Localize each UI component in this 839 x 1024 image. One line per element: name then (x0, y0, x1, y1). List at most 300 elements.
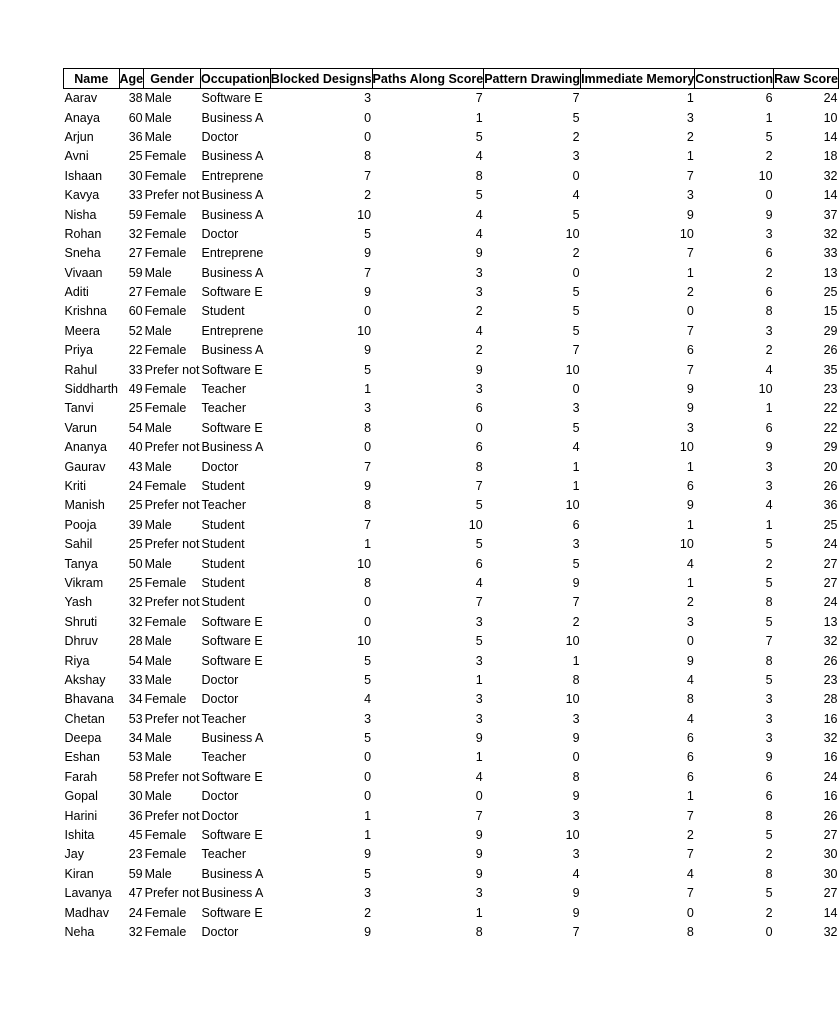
pattern-drawing-cell: 10 (565, 634, 580, 649)
pattern-drawing-cell: 3 (572, 401, 580, 416)
occupation-cell: Business A (201, 886, 264, 901)
name-cell: Gaurav (64, 459, 106, 474)
immediate-memory-cell: 3 (686, 614, 694, 629)
blocked-designs-cell: 8 (364, 575, 372, 590)
name-cell: Manish (64, 498, 105, 513)
blocked-designs-cell: 9 (364, 924, 372, 939)
pattern-drawing-cell: 7 (572, 91, 580, 106)
paths-along-score-cell: 1 (475, 672, 483, 687)
construction-cell: 5 (765, 575, 773, 590)
occupation-cell: Software E (201, 91, 263, 106)
blocked-designs-cell: 7 (364, 517, 372, 532)
gender-cell: Female (144, 304, 187, 319)
pattern-drawing-cell: 3 (572, 847, 580, 862)
age-cell: 54 (128, 653, 143, 668)
occupation-cell: Teacher (201, 401, 247, 416)
paths-along-score-cell: 3 (475, 265, 483, 280)
blocked-designs-cell: 7 (364, 459, 372, 474)
blocked-designs-cell: 8 (364, 420, 372, 435)
construction-cell: 0 (765, 188, 773, 203)
pattern-drawing-cell: 3 (572, 149, 580, 164)
construction-cell: 3 (765, 731, 773, 746)
raw-score-cell: 13 (823, 265, 838, 280)
blocked-designs-cell: 0 (364, 110, 372, 125)
raw-score-cell: 32 (823, 731, 838, 746)
raw-score-cell: 30 (823, 847, 838, 862)
pattern-drawing-cell: 8 (572, 672, 580, 687)
blocked-designs-cell: 10 (357, 556, 372, 571)
immediate-memory-cell: 7 (686, 886, 694, 901)
age-cell: 43 (128, 459, 143, 474)
occupation-cell: Student (201, 304, 245, 319)
age-cell: 49 (128, 382, 143, 397)
name-cell: Yash (64, 595, 93, 610)
blocked-designs-cell: 0 (364, 304, 372, 319)
construction-cell: 6 (765, 789, 773, 804)
immediate-memory-cell: 9 (686, 401, 694, 416)
pattern-drawing-cell: 7 (572, 595, 580, 610)
table-row (64, 264, 839, 283)
paths-along-score-cell: 6 (475, 440, 483, 455)
age-cell: 59 (128, 265, 143, 280)
paths-along-score-cell: 8 (475, 924, 483, 939)
immediate-memory-cell: 7 (686, 847, 694, 862)
construction-cell: 8 (765, 808, 773, 823)
table-row (64, 128, 839, 147)
construction-cell: 8 (765, 653, 773, 668)
immediate-memory-cell: 8 (686, 692, 694, 707)
pattern-drawing-cell: 4 (572, 440, 580, 455)
pattern-drawing-cell: 2 (572, 129, 580, 144)
age-cell: 59 (128, 866, 143, 881)
immediate-memory-cell: 3 (686, 420, 694, 435)
gender-cell: Male (144, 789, 172, 804)
occupation-cell: Business A (201, 343, 264, 358)
blocked-designs-cell: 10 (357, 634, 372, 649)
pattern-drawing-cell: 0 (572, 750, 580, 765)
gender-cell: Female (144, 905, 187, 920)
name-cell: Aarav (64, 91, 98, 106)
immediate-memory-cell: 6 (686, 479, 694, 493)
raw-score-cell: 32 (823, 168, 838, 183)
immediate-memory-cell: 6 (686, 769, 694, 784)
blocked-designs-cell: 9 (364, 847, 372, 862)
raw-score-cell: 23 (823, 382, 838, 397)
pattern-drawing-cell: 9 (572, 575, 580, 590)
blocked-designs-cell: 0 (364, 129, 372, 144)
construction-cell: 1 (765, 110, 773, 125)
name-cell: Aditi (64, 285, 89, 300)
pattern-drawing-cell: 9 (572, 789, 580, 804)
occupation-cell: Software E (201, 634, 263, 649)
age-cell: 30 (128, 789, 143, 804)
construction-cell: 6 (765, 420, 773, 435)
immediate-memory-cell: 2 (686, 129, 694, 144)
raw-score-cell: 27 (823, 575, 838, 590)
raw-score-cell: 22 (823, 401, 838, 416)
name-cell: Nisha (64, 207, 97, 222)
occupation-cell: Doctor (201, 808, 239, 823)
name-cell: Rahul (64, 362, 98, 377)
raw-score-cell: 24 (823, 769, 838, 784)
construction-cell: 5 (765, 828, 773, 843)
raw-score-cell: 26 (823, 653, 838, 668)
occupation-cell: Software E (201, 614, 263, 629)
pattern-drawing-cell: 5 (572, 323, 580, 338)
gender-cell: Female (144, 149, 187, 164)
gender-cell: Male (144, 420, 172, 435)
gender-cell: Male (144, 653, 172, 668)
table-row (64, 787, 839, 806)
gender-cell: Female (144, 692, 187, 707)
pattern-drawing-cell: 5 (572, 420, 580, 435)
construction-cell: 5 (765, 614, 773, 629)
table-row (64, 186, 839, 205)
paths-along-score-cell: 4 (475, 769, 483, 784)
age-cell: 40 (128, 440, 143, 455)
construction-cell: 2 (765, 265, 773, 280)
paths-along-score-cell: 9 (475, 246, 483, 261)
paths-along-score-cell: 1 (475, 750, 483, 765)
table-row (64, 244, 839, 263)
gender-cell: Male (144, 459, 172, 474)
construction-cell: 3 (765, 459, 773, 474)
gender-cell: Female (144, 924, 187, 939)
occupation-cell: Business A (201, 866, 264, 881)
gender-cell: Prefer not (144, 886, 200, 901)
name-cell: Deepa (64, 731, 102, 746)
blocked-designs-cell: 3 (364, 401, 372, 416)
pattern-drawing-cell: 5 (572, 207, 580, 222)
table-row (64, 205, 839, 224)
name-cell: Pooja (64, 517, 97, 532)
age-cell: 59 (128, 207, 143, 222)
table-row (64, 845, 839, 864)
name-cell: Eshan (64, 750, 100, 765)
table-row (64, 768, 839, 787)
blocked-designs-cell: 9 (364, 285, 372, 300)
blocked-designs-cell: 7 (364, 168, 372, 183)
pattern-drawing-cell: 7 (572, 924, 580, 939)
table-row (64, 225, 839, 244)
age-cell: 34 (128, 731, 143, 746)
immediate-memory-cell: 6 (686, 750, 694, 765)
occupation-cell: Doctor (201, 692, 239, 707)
age-cell: 36 (128, 808, 143, 823)
raw-score-cell: 24 (823, 91, 838, 106)
pattern-drawing-cell: 7 (572, 343, 580, 358)
paths-along-score-cell: 2 (475, 343, 483, 358)
name-cell: Tanvi (64, 401, 94, 416)
age-cell: 25 (128, 537, 143, 552)
pattern-drawing-cell: 9 (572, 886, 580, 901)
name-cell: Siddharth (64, 382, 119, 397)
raw-score-cell: 10 (823, 110, 838, 125)
name-cell: Sneha (64, 246, 101, 261)
gender-cell: Prefer not (144, 188, 200, 203)
age-cell: 36 (128, 129, 143, 144)
age-cell: 32 (128, 595, 143, 610)
table-row (64, 729, 839, 748)
table-row (64, 457, 839, 476)
occupation-cell: Software E (201, 653, 263, 668)
pattern-drawing-cell: 2 (572, 614, 580, 629)
name-cell: Farah (64, 769, 98, 784)
immediate-memory-cell: 1 (686, 459, 694, 474)
gender-cell: Male (144, 91, 172, 106)
occupation-cell: Student (201, 556, 245, 571)
age-cell: 32 (128, 924, 143, 939)
blocked-designs-cell: 3 (364, 91, 372, 106)
table-row (64, 341, 839, 360)
data-table (63, 68, 839, 942)
age-cell: 33 (128, 362, 143, 377)
construction-cell: 2 (765, 343, 773, 358)
immediate-memory-cell: 2 (686, 828, 694, 843)
immediate-memory-cell: 4 (686, 711, 694, 726)
construction-cell: 3 (765, 711, 773, 726)
raw-score-cell: 29 (823, 323, 838, 338)
construction-cell: 2 (765, 905, 773, 920)
construction-cell: 6 (765, 285, 773, 300)
table-row (64, 671, 839, 690)
name-cell: Ishaan (64, 168, 103, 183)
blocked-designs-cell: 10 (357, 323, 372, 338)
age-cell: 23 (128, 847, 143, 862)
paths-along-score-cell: 4 (475, 323, 483, 338)
paths-along-score-cell: 9 (475, 828, 483, 843)
table-row (64, 496, 839, 515)
header-pattern-drawing: Pattern Drawing (484, 69, 581, 89)
immediate-memory-cell: 9 (686, 653, 694, 668)
immediate-memory-cell: 1 (686, 91, 694, 106)
immediate-memory-cell: 1 (686, 149, 694, 164)
blocked-designs-cell: 0 (364, 440, 372, 455)
occupation-cell: Entreprene (201, 246, 264, 261)
raw-score-cell: 16 (823, 789, 838, 804)
table-row (64, 554, 839, 573)
name-cell: Dhruv (64, 634, 98, 649)
table-row (64, 613, 839, 632)
header-occupation: Occupation (201, 69, 271, 89)
gender-cell: Male (144, 634, 172, 649)
construction-cell: 3 (765, 692, 773, 707)
immediate-memory-cell: 10 (679, 226, 694, 241)
paths-along-score-cell: 5 (475, 498, 483, 513)
occupation-cell: Software E (201, 828, 263, 843)
raw-score-cell: 30 (823, 866, 838, 881)
age-cell: 54 (128, 420, 143, 435)
table-row (64, 690, 839, 709)
occupation-cell: Software E (201, 362, 263, 377)
immediate-memory-cell: 6 (686, 731, 694, 746)
pattern-drawing-cell: 5 (572, 285, 580, 300)
raw-score-cell: 14 (823, 129, 838, 144)
pattern-drawing-cell: 2 (572, 246, 580, 261)
table-row (64, 651, 839, 670)
raw-score-cell: 25 (823, 285, 838, 300)
construction-cell: 5 (765, 672, 773, 687)
occupation-cell: Business A (201, 110, 264, 125)
age-cell: 22 (128, 343, 143, 358)
occupation-cell: Student (201, 517, 245, 532)
age-cell: 34 (128, 692, 143, 707)
name-cell: Vikram (64, 575, 104, 590)
pattern-drawing-cell: 5 (572, 110, 580, 125)
gender-cell: Male (144, 866, 172, 881)
header-age: Age (119, 69, 144, 89)
occupation-cell: Teacher (201, 750, 247, 765)
pattern-drawing-cell: 0 (572, 265, 580, 280)
name-cell: Varun (64, 420, 97, 435)
name-cell: Tanya (64, 556, 98, 571)
table-row (64, 748, 839, 767)
paths-along-score-cell: 3 (475, 711, 483, 726)
immediate-memory-cell: 10 (679, 537, 694, 552)
gender-cell: Female (144, 382, 187, 397)
age-cell: 28 (128, 634, 143, 649)
paths-along-score-cell: 9 (475, 362, 483, 377)
gender-cell: Male (144, 750, 172, 765)
immediate-memory-cell: 7 (686, 362, 694, 377)
paths-along-score-cell: 7 (475, 479, 483, 493)
raw-score-cell: 13 (823, 614, 838, 629)
paths-along-score-cell: 4 (475, 207, 483, 222)
name-cell: Kriti (64, 479, 87, 493)
gender-cell: Female (144, 226, 187, 241)
pattern-drawing-cell: 5 (572, 304, 580, 319)
occupation-cell: Student (201, 595, 245, 610)
table-row (64, 516, 839, 535)
pattern-drawing-cell: 1 (572, 653, 580, 668)
paths-along-score-cell: 4 (475, 149, 483, 164)
blocked-designs-cell: 3 (364, 886, 372, 901)
table-row (64, 283, 839, 302)
immediate-memory-cell: 1 (686, 265, 694, 280)
gender-cell: Female (144, 828, 187, 843)
occupation-cell: Business A (201, 188, 264, 203)
table-row (64, 322, 839, 341)
paths-along-score-cell: 2 (475, 304, 483, 319)
raw-score-cell: 15 (823, 304, 838, 319)
construction-cell: 4 (765, 498, 773, 513)
blocked-designs-cell: 9 (364, 343, 372, 358)
paths-along-score-cell: 3 (475, 614, 483, 629)
gender-cell: Prefer not (144, 440, 200, 455)
raw-score-cell: 16 (823, 750, 838, 765)
raw-score-cell: 14 (823, 188, 838, 203)
table-row (64, 399, 839, 418)
raw-score-cell: 32 (823, 634, 838, 649)
table-row (64, 806, 839, 825)
raw-score-cell: 35 (823, 362, 838, 377)
gender-cell: Female (144, 847, 187, 862)
blocked-designs-cell: 5 (364, 226, 372, 241)
name-cell: Meera (64, 323, 100, 338)
blocked-designs-cell: 5 (364, 866, 372, 881)
paths-along-score-cell: 5 (475, 188, 483, 203)
name-cell: Lavanya (64, 886, 112, 901)
gender-cell: Male (144, 110, 172, 125)
pattern-drawing-cell: 10 (565, 226, 580, 241)
immediate-memory-cell: 8 (686, 924, 694, 939)
paths-along-score-cell: 3 (475, 692, 483, 707)
immediate-memory-cell: 1 (686, 575, 694, 590)
blocked-designs-cell: 8 (364, 498, 372, 513)
pattern-drawing-cell: 9 (572, 905, 580, 920)
pattern-drawing-cell: 1 (572, 459, 580, 474)
paths-along-score-cell: 3 (475, 382, 483, 397)
age-cell: 33 (128, 188, 143, 203)
table-row (64, 903, 839, 922)
table-row (64, 360, 839, 379)
table-body (64, 89, 839, 943)
age-cell: 27 (128, 246, 143, 261)
construction-cell: 9 (765, 440, 773, 455)
raw-score-cell: 26 (823, 808, 838, 823)
construction-cell: 6 (765, 91, 773, 106)
table-row (64, 884, 839, 903)
paths-along-score-cell: 1 (475, 905, 483, 920)
construction-cell: 8 (765, 866, 773, 881)
raw-score-cell: 24 (823, 595, 838, 610)
raw-score-cell: 20 (823, 459, 838, 474)
immediate-memory-cell: 4 (686, 672, 694, 687)
name-cell: Bhavana (64, 692, 114, 707)
raw-score-cell: 24 (823, 537, 838, 552)
immediate-memory-cell: 2 (686, 285, 694, 300)
gender-cell: Male (144, 129, 172, 144)
gender-cell: Male (144, 731, 172, 746)
blocked-designs-cell: 0 (364, 750, 372, 765)
paths-along-score-cell: 4 (475, 226, 483, 241)
name-cell: Arjun (64, 129, 94, 144)
name-cell: Jay (64, 847, 84, 862)
name-cell: Neha (64, 924, 95, 939)
table-row (64, 147, 839, 166)
raw-score-cell: 32 (823, 924, 838, 939)
raw-score-cell: 37 (823, 207, 838, 222)
construction-cell: 2 (765, 556, 773, 571)
construction-cell: 2 (765, 847, 773, 862)
occupation-cell: Doctor (201, 924, 239, 939)
occupation-cell: Business A (201, 207, 264, 222)
construction-cell: 10 (758, 168, 773, 183)
paths-along-score-cell: 0 (475, 789, 483, 804)
immediate-memory-cell: 3 (686, 110, 694, 125)
raw-score-cell: 29 (823, 440, 838, 455)
construction-cell: 9 (765, 207, 773, 222)
paths-along-score-cell: 8 (475, 459, 483, 474)
pattern-drawing-cell: 5 (572, 556, 580, 571)
gender-cell: Male (144, 517, 172, 532)
immediate-memory-cell: 7 (686, 323, 694, 338)
occupation-cell: Doctor (201, 459, 239, 474)
age-cell: 52 (128, 323, 143, 338)
gender-cell: Male (144, 672, 172, 687)
age-cell: 39 (128, 517, 143, 532)
occupation-cell: Business A (201, 731, 264, 746)
raw-score-cell: 27 (823, 828, 838, 843)
pattern-drawing-cell: 10 (565, 828, 580, 843)
blocked-designs-cell: 8 (364, 149, 372, 164)
raw-score-cell: 26 (823, 343, 838, 358)
name-cell: Akshay (64, 672, 106, 687)
gender-cell: Prefer not (144, 595, 200, 610)
raw-score-cell: 22 (823, 420, 838, 435)
table-row (64, 89, 839, 109)
occupation-cell: Software E (201, 905, 263, 920)
